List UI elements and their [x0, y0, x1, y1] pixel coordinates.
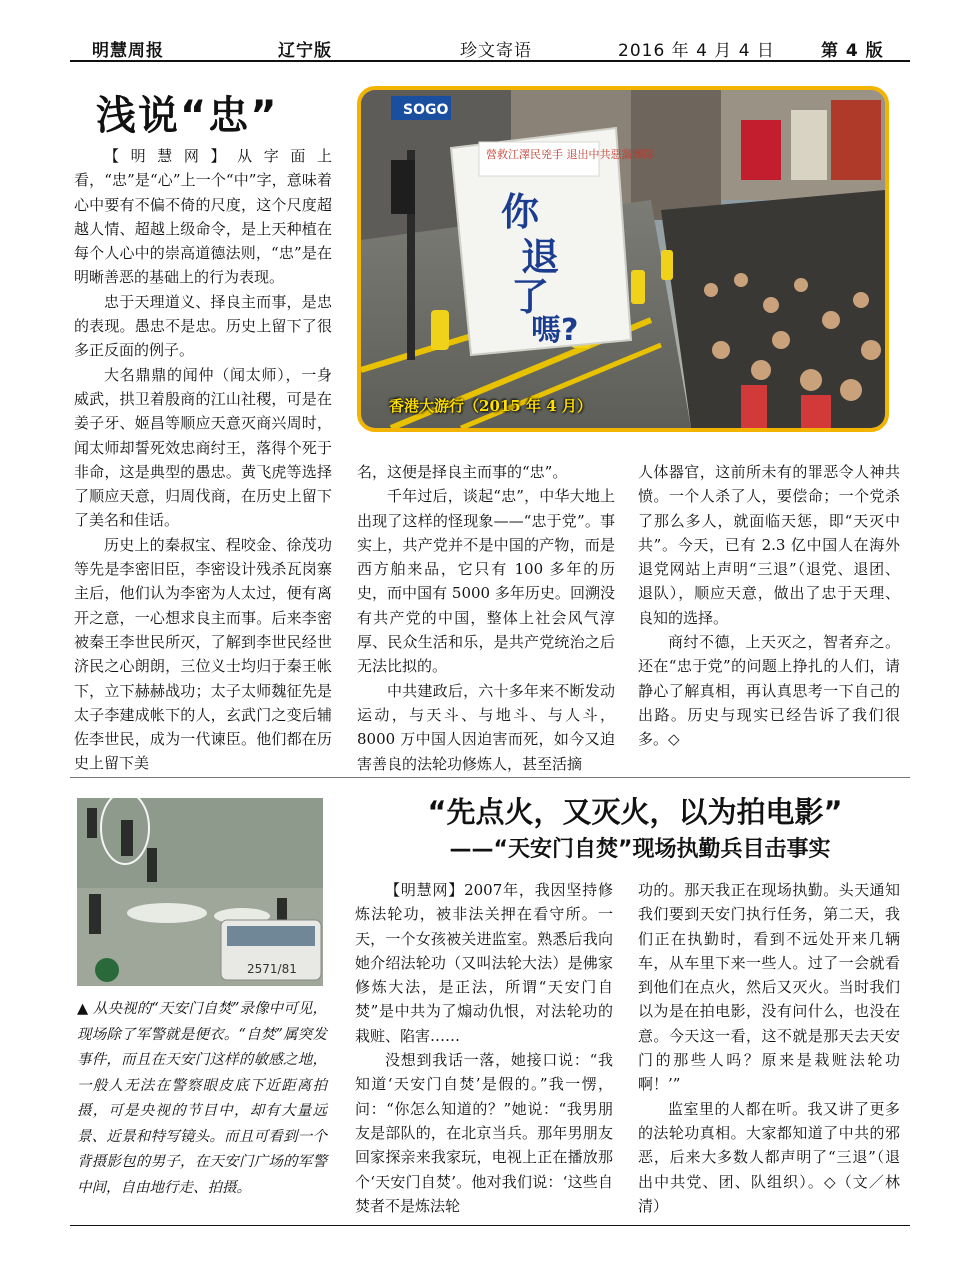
- van-plate: 2571/81: [247, 962, 297, 976]
- paragraph: 中共建政后，六十多年来不断发动运动，与天斗、与地斗、与人斗，8000 万中国人因迫害而死，如今又迫害善良的法轮功修炼人，甚至活摘: [357, 681, 615, 773]
- paragraph: 大名鼎鼎的闻仲（闻太师），一身威武，拱卫着殷商的江山社稷，可是在姜子牙、姬昌等顺应天意灭商兴周时，闻太师却誓死效忠商纣王，落得个死于非命，这是典型的愚忠。黄飞虎等选择了顺应天意，归周伐商，在历史上留下了美名和佳话。: [74, 365, 332, 530]
- article2-col2: [638, 878, 900, 1218]
- paragraph: 千年过后，谈起“忠”，中华大地上出现了这样的怪现象——“忠于党”。事实上，共产党并不是中国的产物，而是西方舶来品，它只有 100 多年的历史，而中国有 5000 多年历史。回溯没有共产党的中国，整体上社会风气淳厚、民众生活和乐，是共产党统治之后无法比拟的。: [357, 487, 615, 676]
- issue-date: 2016 年 4 月 4 日: [618, 41, 775, 61]
- masthead: [70, 30, 910, 60]
- parade-photo-image: [361, 90, 885, 428]
- svg-text:嗎?: 嗎?: [531, 313, 579, 348]
- parade-photo-caption: 香港大游行（2015 年 4 月）: [389, 397, 592, 415]
- article2-col1: [355, 878, 613, 1218]
- article2-subtitle: ——“天安门自焚”现场执勤兵目击事实: [449, 837, 831, 862]
- article2-title: “先点火，又灭火，以为拍电影”: [427, 795, 843, 829]
- edition-name: 辽宁版: [278, 41, 332, 61]
- parade-photo: [357, 86, 889, 432]
- masthead-rule: [70, 60, 910, 62]
- paragraph: 【明慧网】从字面上看，“忠”是“心”上一个“中”字，意味着心中要有不偏不倚的尺度，这个尺度超越人情、超越上级命令，是上天种植在每个人心中的崇高道德法则，“忠”是在明晰善恶的基础上的行为表现。: [74, 147, 332, 287]
- section-divider: [70, 777, 910, 778]
- paragraph: 【明慧网】2007年，我因坚持修炼法轮功，被非法关押在看守所。一天，一个女孩被关进监室。熟悉后我向她介绍法轮功（又叫法轮大法）是佛家修炼大法，是正法，所谓“天安门自焚”是中共为了煽动仇恨，对法轮功的栽赃、陷害……: [355, 881, 613, 1045]
- svg-text:你: 你: [501, 190, 540, 234]
- svg-text:SOGO: SOGO: [403, 102, 449, 118]
- page-number: 第 4 版: [821, 41, 884, 61]
- banner-top-text: 營救江澤民兇手 退出中共惡黨團隊: [486, 148, 655, 161]
- article1-col1: [74, 144, 332, 776]
- paragraph: 商纣不德，上天灭之，智者弃之。还在“忠于党”的问题上挣扎的人们，请静心了解真相，再认真思考一下自己的出路。历史与现实已经告诉了我们很多。◇: [638, 633, 900, 749]
- tv-logo-icon: [95, 958, 119, 982]
- svg-text:退: 退: [521, 235, 560, 279]
- cctv-still-caption: ▲ 从央视的“天安门自焚”录像中可见，现场除了军警就是便衣。“自焚”属突发事件，而且在天安门这样的敏感之地，一般人无法在警察眼皮底下近距离拍摄，可是央视的节目中，却有大量远景、近景和特写镜头。而且可看到一个背摄影包的男子，在天安门广场的军警中间，自由地行走、拍摄。: [77, 1001, 327, 1196]
- article1-col2: [357, 460, 615, 776]
- paragraph: 没想到我话一落，她接口说：“我知道‘天安门自焚’是假的。”我一愣，问：“你怎么知道的？”她说：“我男朋友是部队的，在北京当兵。那年男朋友回家探亲来我家玩，电视上正在播放那个‘天安门自焚’。他对我们说：‘这些自焚者不是炼法轮: [355, 1051, 613, 1215]
- paragraph: 监室里的人都在听。我又讲了更多的法轮功真相。大家都知道了中共的邪恶，后来大多数人都声明了“三退”（退出中共党、团、队组织）。◇（文／林清）: [638, 1099, 900, 1215]
- paragraph: 人体器官，这前所未有的罪恶令人神共愤。一个人杀了人，要偿命；一个党杀了那么多人，就面临天惩，即“天灭中共”。今天，已有 2.3 亿中国人在海外退党网站上声明“三退”（退党、退团、退队），顺应天意，做出了忠于天理、良知的选择。: [638, 463, 900, 627]
- paragraph: 忠于天理道义、择良主而事，是忠的表现。愚忠不是忠。历史上留下了很多正反面的例子。: [74, 292, 332, 360]
- article1-title: 浅说“忠”: [96, 93, 279, 139]
- article1-col3: [638, 460, 900, 752]
- svg-text:了: 了: [511, 275, 550, 319]
- footer-rule: [70, 1225, 910, 1226]
- cctv-video-still: [77, 798, 323, 986]
- section-name: 珍文寄语: [460, 41, 532, 61]
- paragraph: 功的。那天我正在现场执勤。头天通知我们要到天安门执行任务，第二天，我们正在执勤时，看到不远处开来几辆车，从车里下来一些人。过了一会就看到他们在点火，然后又灭火。当时我们以为是在拍电影，没有问什么，也没在意。今天这一看，这不就是那天去天安门的那些人吗？原来是栽赃法轮功啊！’”: [638, 881, 900, 1094]
- paper-name: 明慧周报: [92, 41, 164, 61]
- paragraph: 名，这便是择良主而事的“忠”。: [357, 463, 568, 481]
- cctv-still-image: [77, 798, 323, 986]
- paragraph: 历史上的秦叔宝、程咬金、徐茂功等先是李密旧臣，李密设计残杀瓦岗寨主后，他们认为李密为人太过，便有离开之意，一心想求良主而事。后来李密被秦王李世民所灭，了解到李世民经世济民之心朗朗，三位义士均归于秦王帐下，立下赫赫战功；太子太师魏征先是太子李建成帐下的人，玄武门之变后辅佐李世民，成为一代谏臣。他们都在历史上留下美: [74, 535, 332, 773]
